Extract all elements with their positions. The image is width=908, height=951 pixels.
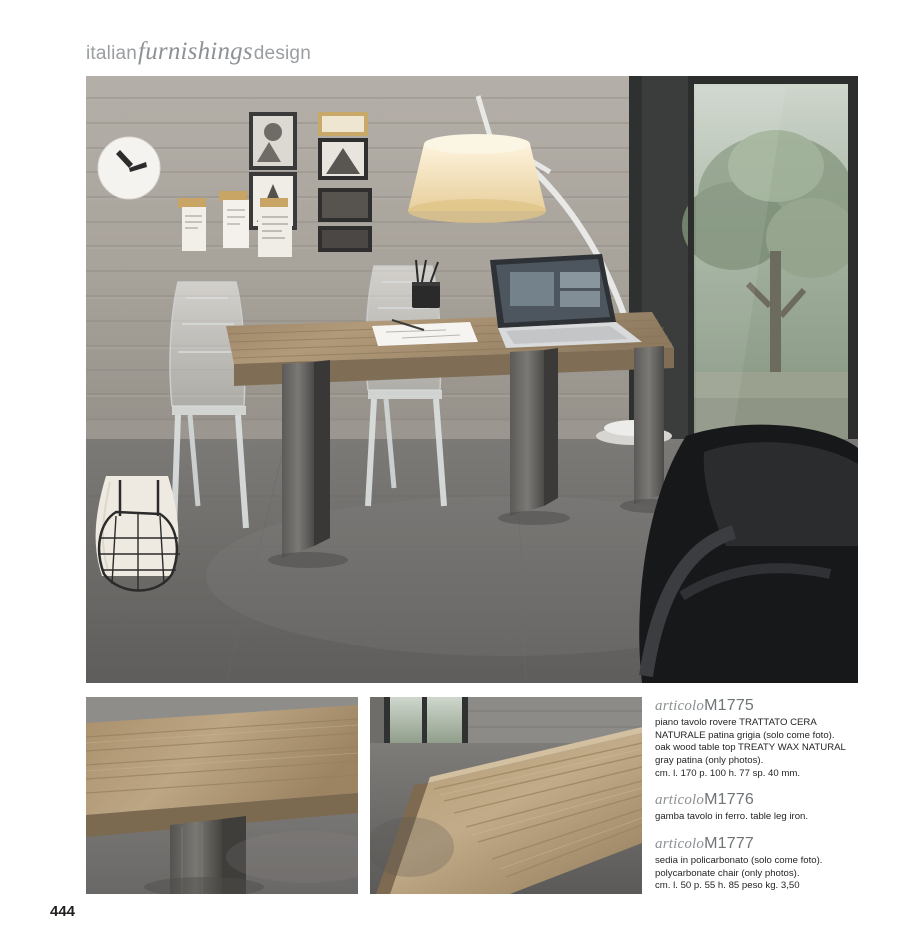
spec-label-1: articolo [655,792,705,809]
spec-item-2 [655,836,865,893]
spec-line: polycarbonate chair (only photos). [655,867,800,879]
specifications-list [655,698,865,905]
spec-line: sedia in policarbonato (solo come foto). [655,854,823,866]
spec-description-0 [655,717,865,780]
spec-line: NATURALE patina grigia (solo come foto). [655,729,835,741]
spec-item-0 [655,698,865,780]
spec-description-1 [655,811,865,824]
detail-a-illustration [86,697,358,894]
masthead-furnishings: furnishings [138,38,253,65]
masthead-italian: italian [86,43,138,64]
masthead-design: design [253,43,311,64]
hero-illustration [86,76,858,683]
spec-line: gamba tavolo in ferro. table leg iron. [655,811,809,823]
spec-heading-1 [655,792,865,808]
detail-photo-table-corner [86,697,358,894]
spec-line: oak wood table top TREATY WAX NATURAL [655,742,846,754]
spec-item-1 [655,792,865,824]
spec-line: cm. l. 170 p. 100 h. 77 sp. 40 mm. [655,767,801,779]
spec-label-2: articolo [655,835,705,852]
spec-heading-0 [655,698,865,714]
spec-code-1: M1776 [704,791,755,809]
spec-line: piano tavolo rovere TRATTATO CERA [655,717,817,728]
spec-code-0: M1775 [704,697,755,714]
detail-photo-table-top [370,697,642,894]
spec-heading-2 [655,836,865,852]
spec-line: cm. l. 50 p. 55 h. 85 peso kg. 3,50 [655,880,800,892]
spec-label-0: articolo [655,698,705,714]
hero-photo [86,76,858,683]
detail-b-illustration [370,697,642,894]
spec-code-2: M1777 [704,834,755,852]
brand-masthead [86,38,311,66]
spec-line: gray patina (only photos). [655,754,764,766]
spec-description-2 [655,855,865,893]
page-number: 444 [50,903,76,920]
